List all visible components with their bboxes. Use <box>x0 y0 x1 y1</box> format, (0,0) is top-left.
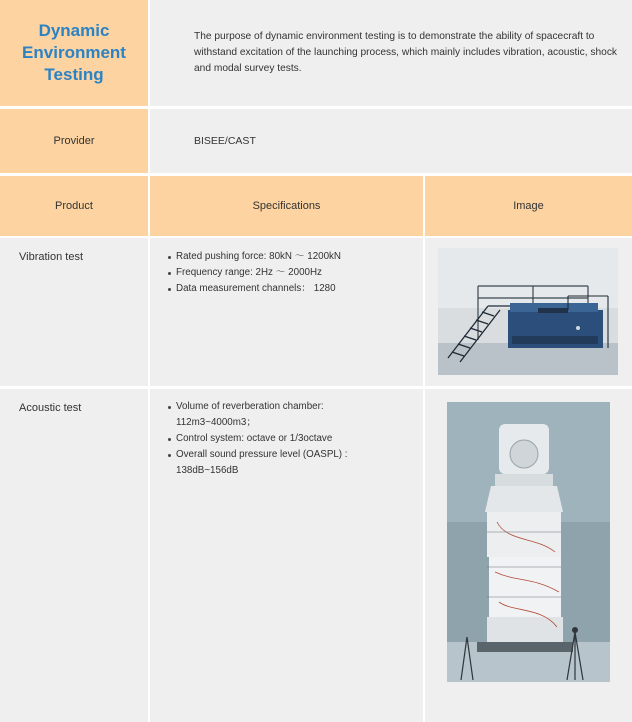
spec-item: Overall sound pressure level (OASPL) : 138dB~156dB <box>168 447 413 479</box>
vibration-test-photo <box>438 248 618 375</box>
specs-acoustic <box>150 389 423 722</box>
product-name-vibration: Vibration test <box>0 238 148 386</box>
provider-value: BISEE/CAST <box>150 109 632 173</box>
section-description: The purpose of dynamic environment testing is to demonstrate the ability of spacecraft to withstand excitation of the launching process, which mainly includes vibration, acoustic, shock and modal survey tests. <box>150 0 632 106</box>
column-header-image: Image <box>425 176 632 236</box>
product-name-acoustic: Acoustic test <box>0 389 148 722</box>
column-header-product: Product <box>0 176 148 236</box>
specs-vibration <box>150 238 423 386</box>
section-title: Dynamic Environment Testing <box>22 21 126 84</box>
image-cell-acoustic <box>425 389 632 722</box>
spec-item: Volume of reverberation chamber: 112m3~4000m3； <box>168 399 413 431</box>
provider-label: Provider <box>0 109 148 173</box>
column-header-specifications: Specifications <box>150 176 423 236</box>
section-title-cell <box>0 0 148 106</box>
spec-item: Frequency range: 2Hz ～ 2000Hz <box>168 265 413 281</box>
image-cell-vibration <box>425 238 632 386</box>
spec-item: Data measurement channels： 1280 <box>168 281 413 297</box>
spec-item: Control system: octave or 1/3octave <box>168 431 413 447</box>
spec-item: Rated pushing force: 80kN ～ 1200kN <box>168 249 413 265</box>
acoustic-test-photo <box>447 402 610 682</box>
